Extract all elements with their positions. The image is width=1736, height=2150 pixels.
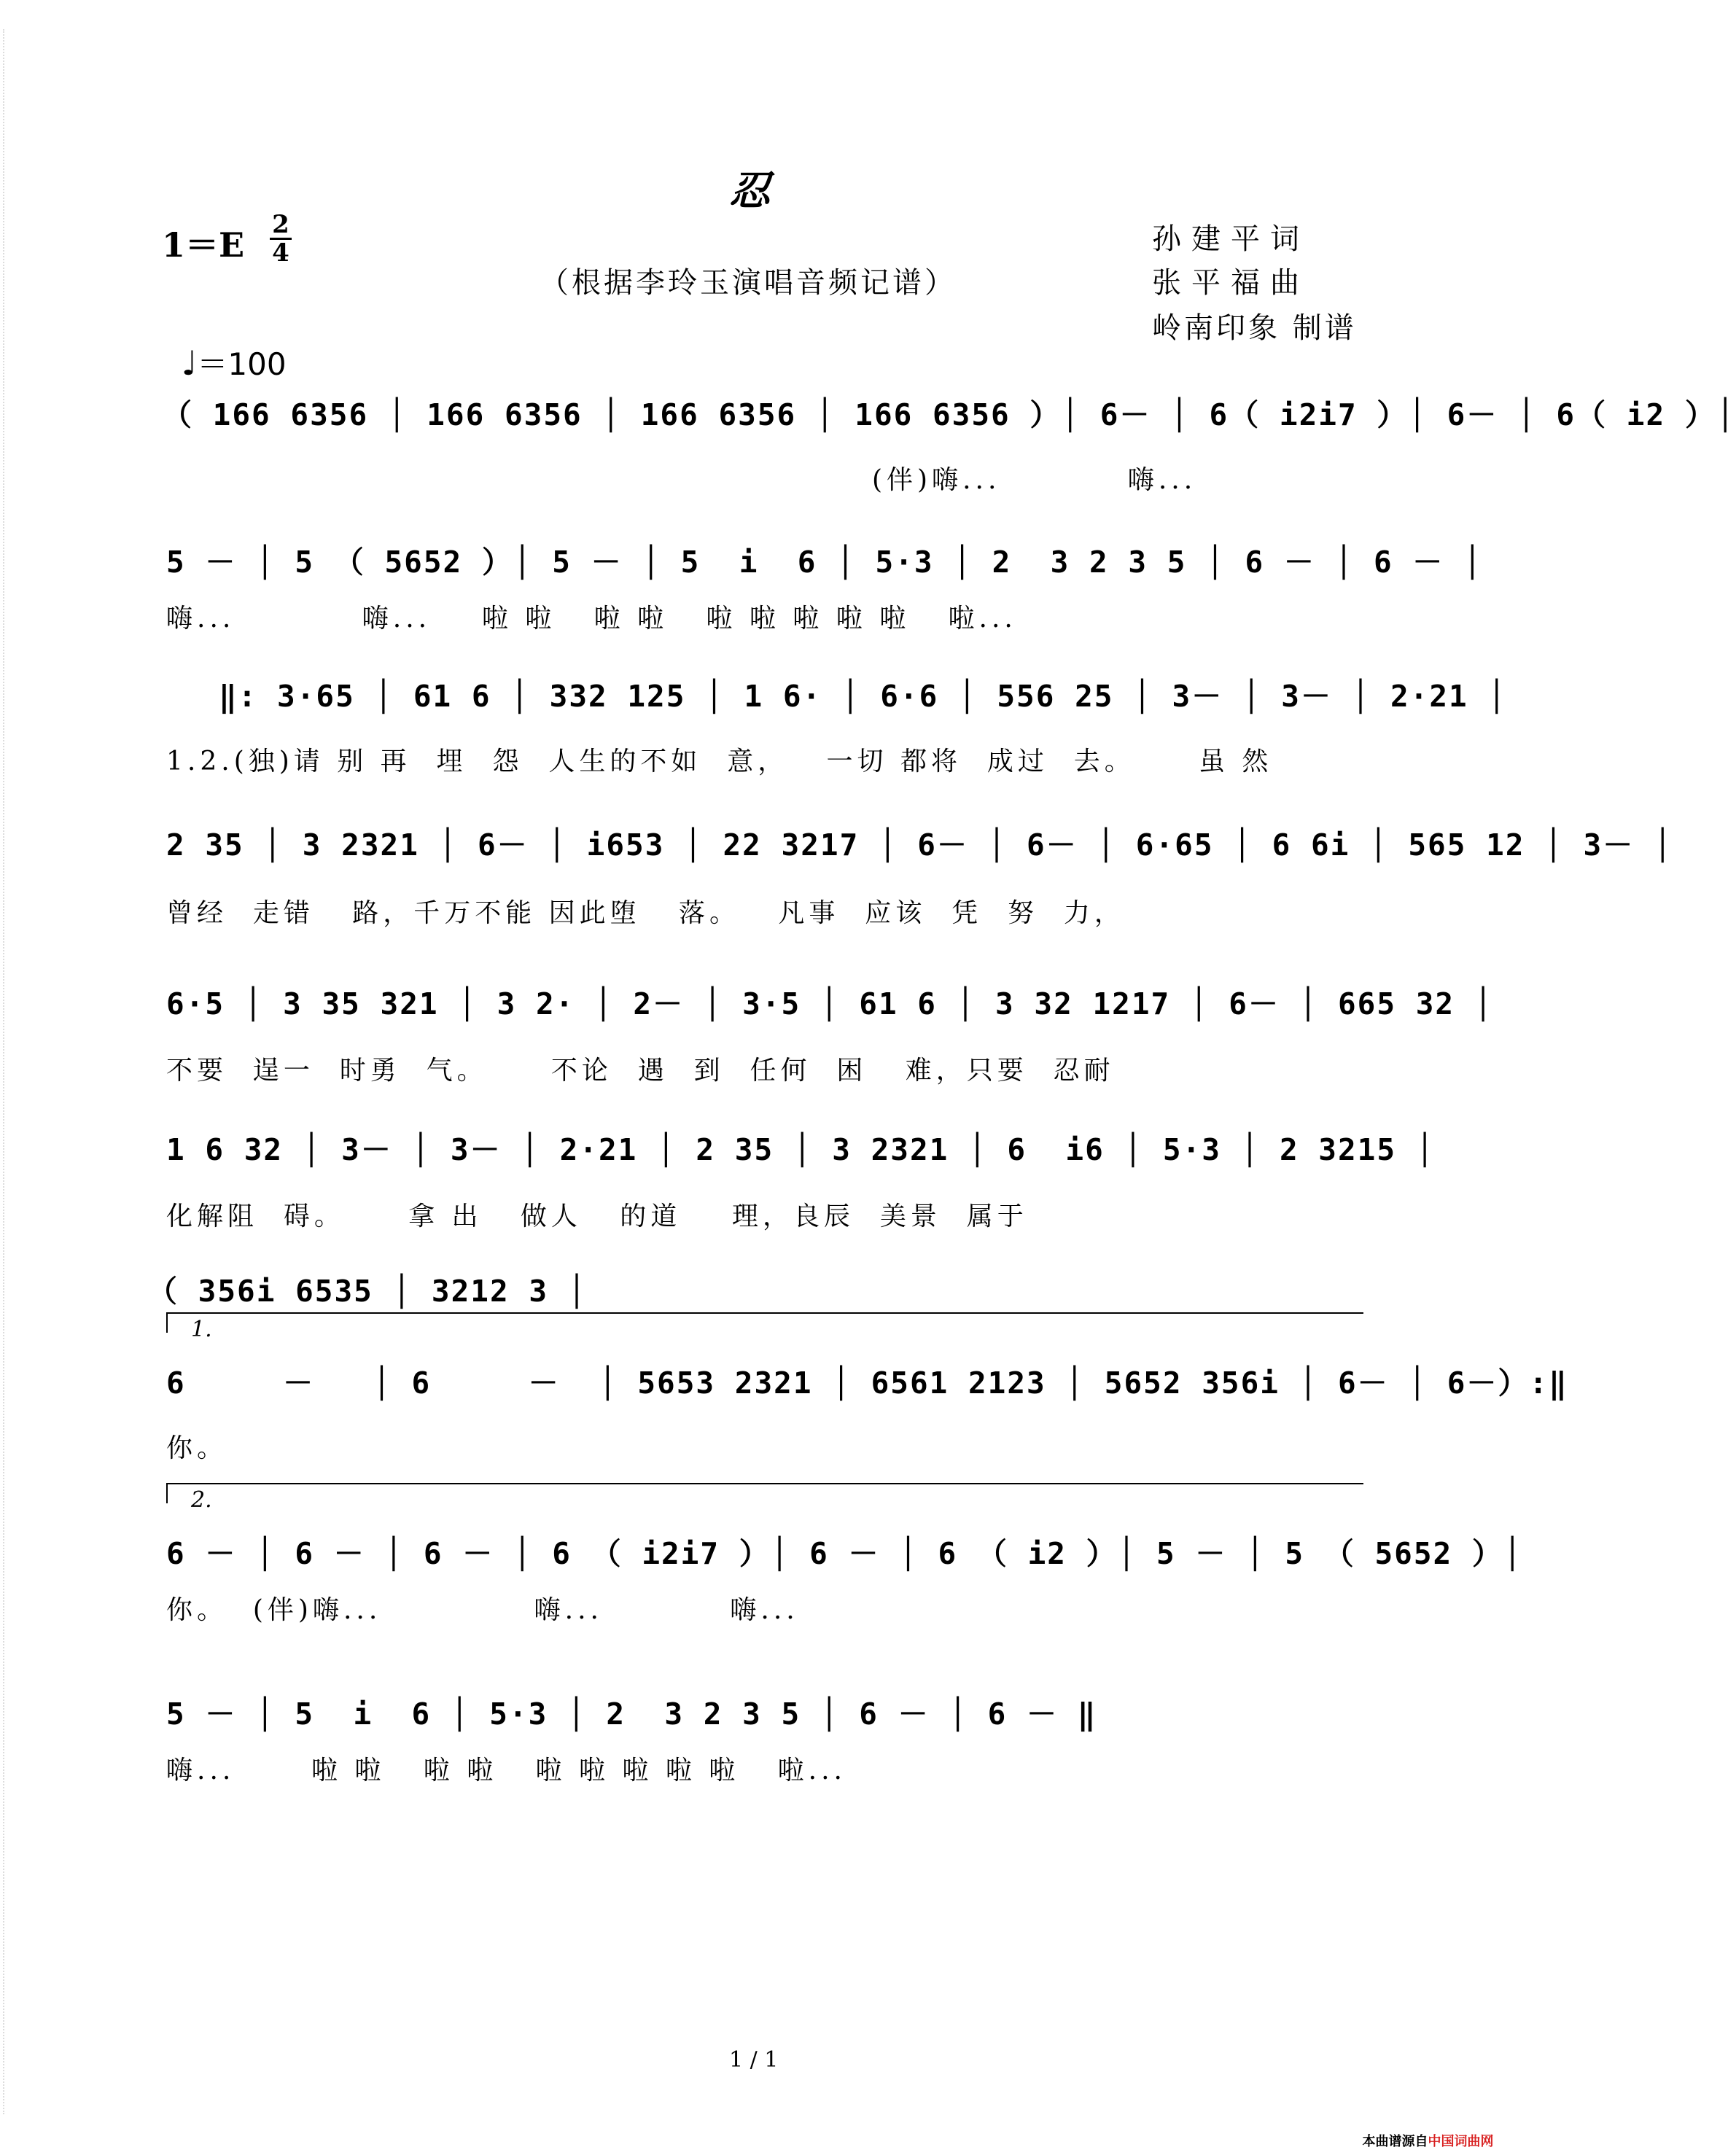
song-title: 忍	[729, 167, 770, 215]
transcriber-credit: 岭南印象 制谱	[1152, 311, 1357, 345]
quarter-note-icon: ♩	[181, 343, 198, 383]
score-line-6-notes: 1 6 32 │ 3－ │ 3－ │ 2·21 │ 2 35 │ 3 2321 │ 6 i6 │ 5·3 │ 2 3215 │	[166, 1132, 1436, 1167]
source-credit	[1353, 2116, 1494, 2150]
score-line-1-lyrics: (伴)嗨... 嗨...	[872, 465, 1197, 495]
volta-bracket-1	[166, 1312, 1363, 1333]
volta-label-2: 2.	[191, 1487, 212, 1513]
subtitle: （根据李玲玉演唱音频记谱）	[540, 266, 957, 300]
score-line-4-lyrics: 曾经 走错 路，千万不能 因此堕 落。 凡事 应该 凭 努 力，	[166, 898, 1125, 928]
score-line-5-notes: 6·5 │ 3 35 321 │ 3 2· │ 2－ │ 3·5 │ 61 6 │ 3 32 1217 │ 6－ │ 665 32 │	[166, 986, 1494, 1021]
time-denominator: 4	[272, 238, 289, 268]
score-line-8-notes: 6 － │ 6 － │ 5653 2321 │ 6561 2123 │ 5652 356i │ 6－ │ 6－）:‖	[166, 1366, 1568, 1401]
time-numerator: 2	[272, 210, 289, 239]
key-signature: 1＝E	[162, 225, 245, 265]
composer-credit: 张平福曲	[1152, 266, 1309, 300]
volta-label-1: 1.	[191, 1317, 212, 1342]
lyricist-credit: 孙建平词	[1152, 222, 1309, 256]
score-line-10-notes: 5 － │ 5 i 6 │ 5·3 │ 2 3 2 3 5 │ 6 － │ 6 － ‖	[166, 1697, 1097, 1732]
score-line-9-lyrics: 你。 (伴)嗨... 嗨... 嗨...	[166, 1595, 799, 1625]
margin-watermark-strip	[3, 29, 15, 2114]
volta-bracket-2	[166, 1483, 1363, 1503]
tempo-value: ＝100	[197, 346, 287, 382]
score-line-4-notes: 2 35 │ 3 2321 │ 6－ │ i653 │ 22 3217 │ 6－ │ 6－ │ 6·65 │ 6 6i │ 565 12 │ 3－ │	[166, 827, 1673, 862]
score-line-7-notes: （ 356i 6535 │ 3212 3 │	[147, 1274, 588, 1309]
score-line-2-lyrics: 嗨... 嗨... 啦 啦 啦 啦 啦 啦 啦 啦 啦 啦...	[166, 604, 1017, 634]
page-number: 1 / 1	[729, 2047, 779, 2073]
score-line-8-lyrics: 你。	[166, 1433, 228, 1463]
tempo-marking	[162, 305, 287, 384]
score-line-9-notes: 6 － │ 6 － │ 6 － │ 6 （ i2i7 ）│ 6 － │ 6 （ i2 ）│ 5 － │ 5 （ 5652 ）│	[166, 1536, 1523, 1571]
score-line-1-notes: （ 166 6356 │ 166 6356 │ 166 6356 │ 166 6356 ）│ 6－ │ 6（ i2i7 ）│ 6－ │ 6（ i2 ）│	[162, 397, 1736, 432]
score-line-2-notes: 5 － │ 5 （ 5652 ）│ 5 － │ 5 i 6 │ 5·3 │ 2 3 2 3 5 │ 6 － │ 6 － │	[166, 545, 1483, 580]
score-line-5-lyrics: 不要 逞一 时勇 气。 不论 遇 到 任何 困 难，只要 忍耐	[166, 1056, 1115, 1086]
source-prefix: 本曲谱源自	[1362, 2134, 1428, 2149]
score-line-3-notes: ‖: 3·65 │ 61 6 │ 332 125 │ 1 6· │ 6·6 │ 556 25 │ 3－ │ 3－ │ 2·21 │	[219, 679, 1508, 714]
score-line-10-lyrics: 嗨... 啦 啦 啦 啦 啦 啦 啦 啦 啦 啦...	[166, 1756, 846, 1785]
score-line-6-lyrics: 化解阻 碍。 拿 出 做人 的道 理，良辰 美景 属于	[166, 1201, 1028, 1231]
source-site-link[interactable]: 中国词曲网	[1428, 2134, 1494, 2149]
time-signature	[270, 211, 292, 266]
score-line-3-lyrics: 1.2.(独)请 别 再 埋 怨 人生的不如 意， 一切 都将 成过 去。 虽 然	[166, 747, 1273, 776]
